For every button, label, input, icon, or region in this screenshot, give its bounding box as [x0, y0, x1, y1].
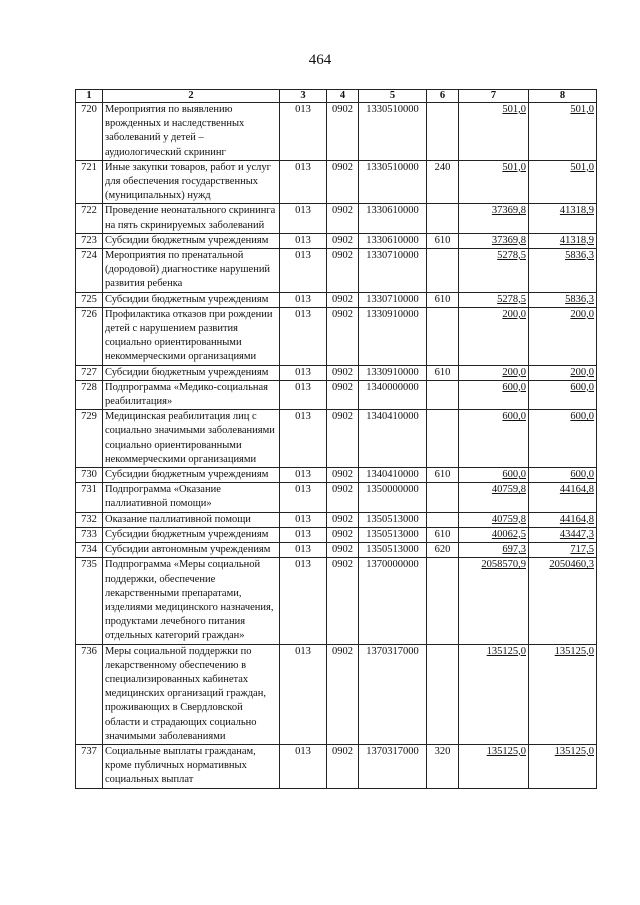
- amount-year-2: [529, 512, 597, 527]
- column-header: 8: [529, 90, 597, 103]
- row-description: Субсидии бюджетным учреждениям: [103, 365, 280, 380]
- target-article-code: 1350513000: [359, 512, 427, 527]
- section-code: 0902: [327, 543, 359, 558]
- amount-year-2: [529, 468, 597, 483]
- amount-year-1: [459, 292, 529, 307]
- expense-type-code: 240: [427, 160, 459, 204]
- row-description: Мероприятия по выявлению врожденных и наследственных заболеваний у детей – аудиологический скрининг: [103, 103, 280, 161]
- target-article-code: 1330510000: [359, 160, 427, 204]
- expense-type-code: 610: [427, 527, 459, 542]
- amount-year-1-value: 600,0: [502, 381, 526, 393]
- section-code: 0902: [327, 292, 359, 307]
- row-number: 721: [76, 160, 103, 204]
- amount-year-1: [459, 512, 529, 527]
- amount-year-2-value: 41318,9: [559, 234, 594, 246]
- amount-year-2: [529, 249, 597, 293]
- admin-code: 013: [280, 744, 327, 788]
- target-article-code: 1330610000: [359, 204, 427, 233]
- row-number: 723: [76, 233, 103, 248]
- admin-code: 013: [280, 292, 327, 307]
- column-header: 1: [76, 90, 103, 103]
- table-row: [76, 527, 597, 542]
- amount-year-1: [459, 558, 529, 644]
- row-description: Медицинская реабилитация лиц с социально значимыми заболеваниями социально ориентированными некоммерческими организациями: [103, 410, 280, 468]
- amount-year-2: [529, 365, 597, 380]
- row-description: Подпрограмма «Оказание паллиативной помощи»: [103, 483, 280, 512]
- admin-code: 013: [280, 527, 327, 542]
- amount-year-2-value: 135125,0: [554, 645, 594, 657]
- table-row: [76, 558, 597, 644]
- column-header: 6: [427, 90, 459, 103]
- table-row: [76, 103, 597, 161]
- target-article-code: 1330710000: [359, 249, 427, 293]
- expense-type-code: [427, 558, 459, 644]
- amount-year-1-value: 40759,8: [491, 513, 526, 525]
- amount-year-2-value: 43447,3: [559, 528, 594, 540]
- section-code: 0902: [327, 744, 359, 788]
- table-row: [76, 365, 597, 380]
- column-header: 3: [280, 90, 327, 103]
- table-header-row: [76, 90, 597, 103]
- section-code: 0902: [327, 483, 359, 512]
- row-number: 720: [76, 103, 103, 161]
- amount-year-2: [529, 380, 597, 409]
- amount-year-1: [459, 410, 529, 468]
- amount-year-2-value: 5836,3: [565, 293, 594, 305]
- amount-year-2: [529, 410, 597, 468]
- expense-type-code: [427, 644, 459, 744]
- row-description: Подпрограмма «Меры социальной поддержки, обеспечение лекарственными препаратами, изделиями медицинского назначения, продуктами лечебного питания отдельных категорий граждан»: [103, 558, 280, 644]
- amount-year-2-value: 44164,8: [559, 513, 594, 525]
- amount-year-1-value: 697,3: [502, 544, 526, 556]
- row-number: 737: [76, 744, 103, 788]
- amount-year-2: [529, 483, 597, 512]
- amount-year-2: [529, 527, 597, 542]
- row-number: 724: [76, 249, 103, 293]
- amount-year-1-value: 200,0: [502, 308, 526, 320]
- amount-year-1: [459, 744, 529, 788]
- admin-code: 013: [280, 365, 327, 380]
- amount-year-1-value: 5278,5: [497, 250, 526, 262]
- admin-code: 013: [280, 543, 327, 558]
- amount-year-1: [459, 307, 529, 365]
- admin-code: 013: [280, 483, 327, 512]
- column-header: 5: [359, 90, 427, 103]
- target-article-code: 1330610000: [359, 233, 427, 248]
- amount-year-1-value: 501,0: [502, 104, 526, 115]
- expense-type-code: [427, 307, 459, 365]
- table-row: [76, 644, 597, 744]
- target-article-code: 1370317000: [359, 744, 427, 788]
- row-description: Проведение неонатального скрининга на пять скринируемых заболеваний: [103, 204, 280, 233]
- table-row: [76, 483, 597, 512]
- expense-type-code: [427, 249, 459, 293]
- amount-year-1-value: 2058570,9: [481, 559, 526, 571]
- admin-code: 013: [280, 233, 327, 248]
- amount-year-2: [529, 744, 597, 788]
- target-article-code: 1330910000: [359, 307, 427, 365]
- table-row: [76, 468, 597, 483]
- amount-year-1: [459, 160, 529, 204]
- amount-year-1-value: 5278,5: [497, 293, 526, 305]
- table-row: [76, 292, 597, 307]
- target-article-code: 1340410000: [359, 410, 427, 468]
- amount-year-2-value: 200,0: [570, 308, 594, 320]
- target-article-code: 1330710000: [359, 292, 427, 307]
- amount-year-1-value: 135125,0: [486, 745, 526, 757]
- target-article-code: 1340410000: [359, 468, 427, 483]
- row-number: 736: [76, 644, 103, 744]
- table-row: [76, 249, 597, 293]
- amount-year-2: [529, 160, 597, 204]
- row-number: 722: [76, 204, 103, 233]
- amount-year-1-value: 37369,8: [491, 234, 526, 246]
- section-code: 0902: [327, 558, 359, 644]
- amount-year-2-value: 5836,3: [565, 250, 594, 262]
- expense-type-code: 610: [427, 365, 459, 380]
- table-row: [76, 204, 597, 233]
- section-code: 0902: [327, 307, 359, 365]
- amount-year-2-value: 600,0: [570, 381, 594, 393]
- expense-type-code: 620: [427, 543, 459, 558]
- budget-table: [75, 89, 597, 789]
- amount-year-1: [459, 527, 529, 542]
- amount-year-1: [459, 249, 529, 293]
- row-number: 730: [76, 468, 103, 483]
- admin-code: 013: [280, 468, 327, 483]
- table-row: [76, 160, 597, 204]
- amount-year-1: [459, 233, 529, 248]
- amount-year-2: [529, 292, 597, 307]
- row-description: Субсидии бюджетным учреждениям: [103, 527, 280, 542]
- amount-year-1-value: 600,0: [502, 469, 526, 481]
- amount-year-1-value: 40759,8: [491, 484, 526, 496]
- target-article-code: 1350513000: [359, 527, 427, 542]
- amount-year-2-value: 200,0: [570, 366, 594, 378]
- row-description: Профилактика отказов при рождении детей с нарушением развития социально ориентированными некоммерческими организациями: [103, 307, 280, 365]
- section-code: 0902: [327, 468, 359, 483]
- target-article-code: 1330510000: [359, 103, 427, 161]
- section-code: 0902: [327, 103, 359, 161]
- amount-year-1-value: 40062,5: [491, 528, 526, 540]
- target-article-code: 1350000000: [359, 483, 427, 512]
- expense-type-code: [427, 103, 459, 161]
- section-code: 0902: [327, 512, 359, 527]
- column-header: 7: [459, 90, 529, 103]
- table-row: [76, 233, 597, 248]
- section-code: 0902: [327, 160, 359, 204]
- amount-year-2-value: 600,0: [570, 411, 594, 423]
- expense-type-code: [427, 483, 459, 512]
- expense-type-code: 610: [427, 233, 459, 248]
- row-number: 732: [76, 512, 103, 527]
- row-description: Субсидии бюджетным учреждениям: [103, 292, 280, 307]
- row-description: Подпрограмма «Медико-социальная реабилитация»: [103, 380, 280, 409]
- row-description: Иные закупки товаров, работ и услуг для обеспечения государственных (муниципальных) нужд: [103, 160, 280, 204]
- amount-year-2-value: 501,0: [570, 161, 594, 173]
- target-article-code: 1340000000: [359, 380, 427, 409]
- table-row: [76, 307, 597, 365]
- admin-code: 013: [280, 103, 327, 161]
- admin-code: 013: [280, 160, 327, 204]
- row-number: 726: [76, 307, 103, 365]
- row-number: 733: [76, 527, 103, 542]
- expense-type-code: 320: [427, 744, 459, 788]
- amount-year-2-value: 135125,0: [554, 745, 594, 757]
- row-number: 731: [76, 483, 103, 512]
- section-code: 0902: [327, 380, 359, 409]
- table-row: [76, 410, 597, 468]
- amount-year-2-value: 600,0: [570, 469, 594, 481]
- row-description: Субсидии бюджетным учреждениям: [103, 468, 280, 483]
- row-number: 725: [76, 292, 103, 307]
- section-code: 0902: [327, 644, 359, 744]
- amount-year-2: [529, 644, 597, 744]
- amount-year-1: [459, 644, 529, 744]
- amount-year-2: [529, 233, 597, 248]
- amount-year-2-value: 41318,9: [559, 205, 594, 217]
- section-code: 0902: [327, 233, 359, 248]
- amount-year-1: [459, 468, 529, 483]
- section-code: 0902: [327, 249, 359, 293]
- row-description: Мероприятия по пренатальной (дородовой) диагностике нарушений развития ребенка: [103, 249, 280, 293]
- amount-year-2-value: 501,0: [570, 104, 594, 115]
- row-description: Социальные выплаты гражданам, кроме публичных нормативных социальных выплат: [103, 744, 280, 788]
- row-number: 735: [76, 558, 103, 644]
- row-number: 729: [76, 410, 103, 468]
- row-description: Субсидии автономным учреждениям: [103, 543, 280, 558]
- row-number: 734: [76, 543, 103, 558]
- expense-type-code: 610: [427, 468, 459, 483]
- section-code: 0902: [327, 365, 359, 380]
- amount-year-2-value: 44164,8: [559, 484, 594, 496]
- target-article-code: 1370317000: [359, 644, 427, 744]
- expense-type-code: [427, 512, 459, 527]
- amount-year-1: [459, 365, 529, 380]
- admin-code: 013: [280, 410, 327, 468]
- row-description: Субсидии бюджетным учреждениям: [103, 233, 280, 248]
- row-description: Меры социальной поддержки по лекарственному обеспечению в специализированных кабинетах медицинских организаций граждан, проживающих в Свердловской области и страдающих социально значимыми заболеваниями: [103, 644, 280, 744]
- admin-code: 013: [280, 512, 327, 527]
- amount-year-1-value: 135125,0: [486, 645, 526, 657]
- expense-type-code: [427, 380, 459, 409]
- amount-year-2: [529, 543, 597, 558]
- table-row: [76, 380, 597, 409]
- amount-year-2: [529, 558, 597, 644]
- amount-year-1-value: 37369,8: [491, 205, 526, 217]
- amount-year-1-value: 200,0: [502, 366, 526, 378]
- table-row: [76, 512, 597, 527]
- admin-code: 013: [280, 380, 327, 409]
- table-row: [76, 744, 597, 788]
- amount-year-1: [459, 543, 529, 558]
- amount-year-2: [529, 307, 597, 365]
- amount-year-2-value: 2050460,3: [549, 559, 594, 571]
- column-header: 2: [103, 90, 280, 103]
- table-row: [76, 543, 597, 558]
- admin-code: 013: [280, 558, 327, 644]
- target-article-code: 1370000000: [359, 558, 427, 644]
- amount-year-1-value: 600,0: [502, 411, 526, 423]
- page-number: 464: [308, 52, 332, 68]
- amount-year-2: [529, 103, 597, 161]
- section-code: 0902: [327, 527, 359, 542]
- expense-type-code: [427, 410, 459, 468]
- amount-year-2-value: 717,5: [570, 544, 594, 556]
- amount-year-2: [529, 204, 597, 233]
- row-number: 728: [76, 380, 103, 409]
- amount-year-1: [459, 103, 529, 161]
- admin-code: 013: [280, 307, 327, 365]
- section-code: 0902: [327, 410, 359, 468]
- amount-year-1: [459, 204, 529, 233]
- admin-code: 013: [280, 204, 327, 233]
- section-code: 0902: [327, 204, 359, 233]
- expense-type-code: 610: [427, 292, 459, 307]
- amount-year-1-value: 501,0: [502, 161, 526, 173]
- admin-code: 013: [280, 644, 327, 744]
- row-number: 727: [76, 365, 103, 380]
- amount-year-1: [459, 380, 529, 409]
- target-article-code: 1330910000: [359, 365, 427, 380]
- admin-code: 013: [280, 249, 327, 293]
- expense-type-code: [427, 204, 459, 233]
- row-description: Оказание паллиативной помощи: [103, 512, 280, 527]
- column-header: 4: [327, 90, 359, 103]
- target-article-code: 1350513000: [359, 543, 427, 558]
- amount-year-1: [459, 483, 529, 512]
